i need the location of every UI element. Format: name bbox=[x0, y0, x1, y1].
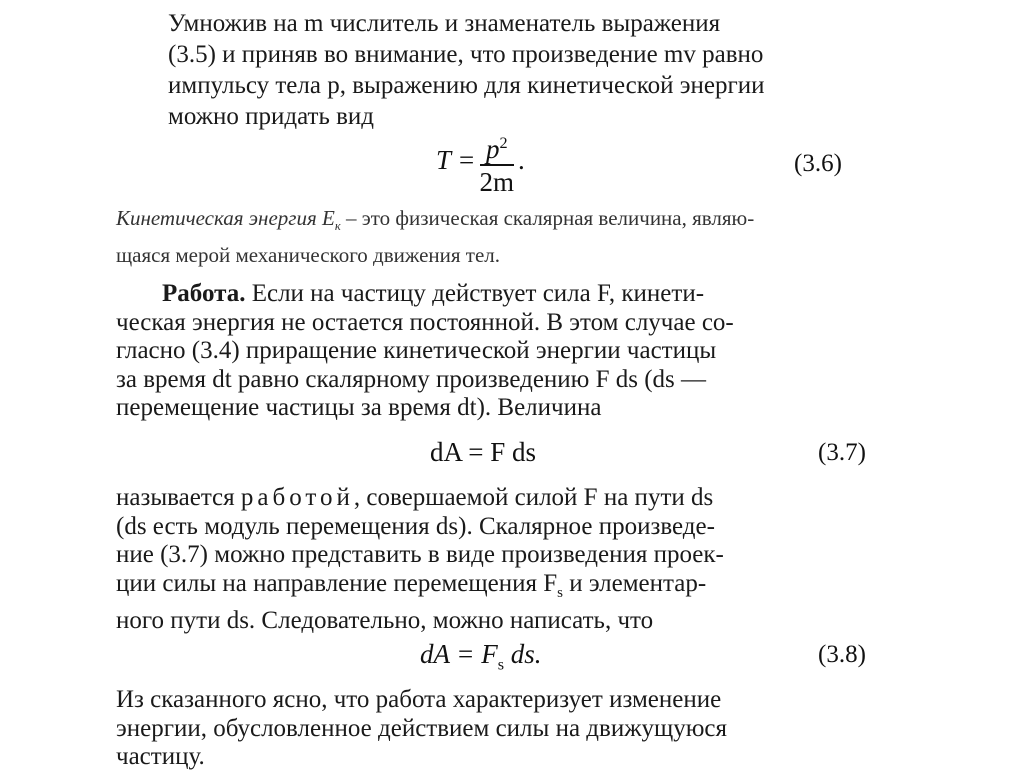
definition-text: – это физическая скалярная величина, являю- bbox=[340, 206, 755, 230]
equation-3-8 bbox=[420, 639, 542, 674]
text-line: ного пути ds. Следовательно, можно написать, что bbox=[116, 607, 654, 634]
section-text: Если на частицу действует сила F, кинети- bbox=[245, 280, 705, 307]
paragraph-kinetic-energy-derivation bbox=[168, 8, 765, 132]
text-line: за время dt равно скалярному произведению F ds (ds — bbox=[116, 365, 707, 393]
text-fragment: ции силы на направление перемещения F bbox=[116, 569, 558, 597]
subscript: s bbox=[557, 584, 563, 601]
text-line: можно придать вид bbox=[168, 103, 375, 130]
text-line-4 bbox=[116, 570, 724, 608]
equation-period: . bbox=[518, 145, 525, 176]
text-line: импульсу тела p, выражению для кинетической энергии bbox=[168, 72, 765, 99]
fraction-denominator: 2m bbox=[479, 167, 515, 197]
definition-kinetic-energy bbox=[116, 204, 754, 270]
subscript: s bbox=[497, 655, 505, 674]
text-fragment: и элементар- bbox=[562, 569, 707, 597]
text-line: частицу. bbox=[116, 743, 205, 770]
section-first-line bbox=[116, 280, 734, 309]
equation-number-3-8: (3.8) bbox=[818, 641, 866, 668]
text-line: гласно (3.4) приращение кинетической энергии частицы bbox=[116, 337, 717, 364]
paragraph-conclusion bbox=[116, 686, 727, 772]
term-work: работой bbox=[240, 484, 354, 511]
equation-3-7: dA = F ds bbox=[430, 437, 537, 467]
section-work bbox=[116, 280, 734, 423]
fraction-numerator bbox=[480, 128, 515, 166]
exponent: 2 bbox=[499, 134, 508, 152]
text-line: перемещение частицы за время dt). Величина bbox=[116, 394, 602, 421]
text-line: ние (3.7) можно представить в виде произведения проек- bbox=[116, 541, 724, 568]
equation-lhs: T = bbox=[436, 145, 476, 176]
numerator-var: p bbox=[485, 134, 500, 164]
text-line: (ds есть модуль перемещения ds). Скалярное произведе- bbox=[116, 512, 715, 540]
text-line: ческая энергия не остается постоянной. В этом случае со- bbox=[116, 308, 734, 336]
equation-number-3-6: (3.6) bbox=[794, 150, 842, 177]
equation-lhs: dA = F bbox=[420, 639, 498, 669]
equation-number-3-7: (3.7) bbox=[818, 439, 866, 466]
text-line-1 bbox=[116, 484, 724, 513]
equation-rhs: ds. bbox=[504, 639, 542, 669]
section-heading: Работа. bbox=[162, 280, 246, 307]
text-line: (3.5) и приняв во внимание, что произведение mv равно bbox=[168, 41, 764, 68]
paragraph-work-definition bbox=[116, 484, 724, 636]
text-fragment: , совершаемой силой F на пути ds bbox=[353, 484, 714, 511]
definition-term: Кинетическая энергия E bbox=[116, 206, 335, 230]
text-line: Умножив на m числитель и знаменатель выражения bbox=[168, 10, 721, 37]
term-subscript: к bbox=[334, 219, 341, 234]
fraction bbox=[480, 128, 515, 198]
text-line: энергии, обусловленное действием силы на движущуюся bbox=[116, 714, 727, 742]
definition-line-1 bbox=[116, 204, 754, 241]
text-fragment: называется bbox=[116, 484, 241, 511]
equation-3-6 bbox=[436, 128, 525, 198]
text-line: Из сказанного ясно, что работа характеризует изменение bbox=[116, 686, 722, 713]
definition-line-2: щаяся мерой механического движения тел. bbox=[116, 243, 501, 268]
